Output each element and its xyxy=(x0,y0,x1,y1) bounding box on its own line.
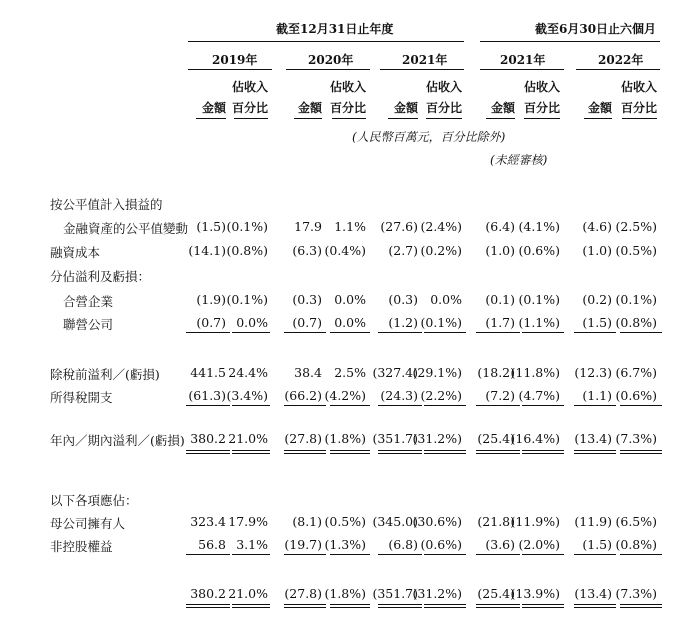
double-rule xyxy=(476,604,520,608)
group-title-interim: 截至6月30日止六個月 xyxy=(535,22,657,36)
row-label: 所得稅開支 xyxy=(50,390,113,405)
cell-value: (327.4) xyxy=(372,365,418,380)
cell-value: (30.6%) xyxy=(412,514,462,529)
year-header: 2022年 xyxy=(598,53,644,67)
col-pct-header-line1: 佔收入 xyxy=(523,80,560,94)
single-rule xyxy=(232,332,270,333)
double-rule xyxy=(232,604,270,608)
single-rule xyxy=(424,554,466,555)
double-rule xyxy=(186,450,230,454)
double-rule xyxy=(330,450,370,454)
year-header: 2020年 xyxy=(308,53,354,67)
cell-value: (1.2) xyxy=(388,315,418,330)
single-rule xyxy=(330,554,370,555)
cell-value: (3.6) xyxy=(485,537,515,552)
col-pct-header-line2: 百分比 xyxy=(425,101,462,115)
cell-value: (25.4) xyxy=(477,431,515,446)
double-rule xyxy=(424,450,466,454)
double-rule xyxy=(620,604,662,608)
double-rule xyxy=(284,604,326,608)
cell-value: (1.1) xyxy=(582,388,612,403)
cell-value: (11.9%) xyxy=(510,514,560,529)
single-rule xyxy=(476,332,520,333)
single-rule xyxy=(476,405,520,406)
cell-value: 0.0% xyxy=(236,315,268,330)
single-rule xyxy=(186,405,230,406)
row-label: 非控股權益 xyxy=(50,539,113,554)
subheader-underline xyxy=(332,118,366,119)
cell-value: (4.1%) xyxy=(518,219,560,234)
double-rule xyxy=(476,450,520,454)
year-rule xyxy=(286,69,370,70)
cell-value: (2.4%) xyxy=(420,219,462,234)
cell-value: (11.9) xyxy=(574,514,612,529)
cell-value: (19.7) xyxy=(284,537,322,552)
unaudited-note: (未經審核) xyxy=(490,153,548,167)
cell-value: (27.8) xyxy=(284,431,322,446)
row-label: 以下各項應佔： xyxy=(50,493,138,508)
single-rule xyxy=(284,332,326,333)
cell-value: (0.2%) xyxy=(420,243,462,258)
col-pct-header-line2: 百分比 xyxy=(523,101,560,115)
cell-value: (4.7%) xyxy=(518,388,560,403)
cell-value: 24.4% xyxy=(228,365,268,380)
single-rule xyxy=(574,332,616,333)
row-label: 除稅前溢利／(虧損) xyxy=(50,367,160,382)
cell-value: (0.1%) xyxy=(226,219,268,234)
cell-value: 21.0% xyxy=(228,431,268,446)
cell-value: (11.8%) xyxy=(510,365,560,380)
cell-value: (0.6%) xyxy=(518,243,560,258)
subheader-underline xyxy=(622,118,657,119)
row-label: 母公司擁有人 xyxy=(50,516,126,531)
cell-value: (7.2) xyxy=(485,388,515,403)
cell-value: 56.8 xyxy=(198,537,226,552)
subheader-underline xyxy=(584,118,612,119)
double-rule xyxy=(378,604,422,608)
cell-value: (351.7) xyxy=(372,431,418,446)
cell-value: 441.5 xyxy=(190,365,226,380)
group-rule-interim xyxy=(480,41,660,42)
cell-value: (31.2%) xyxy=(412,586,462,601)
single-rule xyxy=(574,405,616,406)
row-label: 聯營公司 xyxy=(63,317,114,332)
col-pct-header-line1: 佔收入 xyxy=(231,80,268,94)
col-amount-header: 金額 xyxy=(201,101,226,115)
cell-value: (21.8) xyxy=(477,514,515,529)
cell-value: (0.5%) xyxy=(615,243,657,258)
cell-value: (27.6) xyxy=(380,219,418,234)
subheader-underline xyxy=(486,118,515,119)
col-pct-header-line1: 佔收入 xyxy=(425,80,462,94)
cell-value: (2.2%) xyxy=(420,388,462,403)
single-rule xyxy=(574,554,616,555)
cell-value: (1.1%) xyxy=(518,315,560,330)
col-amount-header: 金額 xyxy=(587,101,612,115)
col-pct-header-line1: 佔收入 xyxy=(620,80,657,94)
cell-value: (14.1) xyxy=(188,243,226,258)
double-rule xyxy=(186,604,230,608)
cell-value: (4.2%) xyxy=(324,388,366,403)
cell-value: 21.0% xyxy=(228,586,268,601)
cell-value: (0.4%) xyxy=(324,243,366,258)
cell-value: (4.6) xyxy=(582,219,612,234)
cell-value: (6.7%) xyxy=(615,365,657,380)
cell-value: (16.4%) xyxy=(510,431,560,446)
double-rule xyxy=(522,450,564,454)
single-rule xyxy=(378,332,422,333)
cell-value: (0.5%) xyxy=(324,514,366,529)
cell-value: (0.1%) xyxy=(226,292,268,307)
row-label: 按公平值計入損益的 xyxy=(50,197,163,212)
cell-value: (61.3) xyxy=(188,388,226,403)
cell-value: (6.3) xyxy=(292,243,322,258)
year-header: 2021年 xyxy=(500,53,546,67)
single-rule xyxy=(620,332,662,333)
cell-value: (1.8%) xyxy=(324,431,366,446)
single-rule xyxy=(232,405,270,406)
cell-value: (1.0) xyxy=(485,243,515,258)
single-rule xyxy=(620,554,662,555)
cell-value: (351.7) xyxy=(372,586,418,601)
row-label: 融資成本 xyxy=(50,245,101,260)
single-rule xyxy=(232,554,270,555)
cell-value: 0.0% xyxy=(334,292,366,307)
cell-value: (0.7) xyxy=(292,315,322,330)
cell-value: (3.4%) xyxy=(226,388,268,403)
cell-value: (0.2) xyxy=(582,292,612,307)
year-rule xyxy=(380,69,464,70)
col-pct-header-line2: 百分比 xyxy=(620,101,657,115)
group-title-annual: 截至12月31日止年度 xyxy=(276,22,394,36)
cell-value: (0.1%) xyxy=(420,315,462,330)
cell-value: 380.2 xyxy=(190,431,226,446)
cell-value: (29.1%) xyxy=(412,365,462,380)
single-rule xyxy=(186,332,230,333)
cell-value: (0.8%) xyxy=(615,315,657,330)
cell-value: (8.1) xyxy=(292,514,322,529)
single-rule xyxy=(424,405,466,406)
col-amount-header: 金額 xyxy=(393,101,418,115)
row-label: 年內／期內溢利／(虧損) xyxy=(50,433,185,448)
single-rule xyxy=(378,405,422,406)
cell-value: (13.4) xyxy=(574,431,612,446)
cell-value: (0.1%) xyxy=(518,292,560,307)
subheader-underline xyxy=(426,118,462,119)
unit-note: (人民幣百萬元，百分比除外) xyxy=(352,130,506,144)
single-rule xyxy=(330,405,370,406)
cell-value: (18.2) xyxy=(477,365,515,380)
row-label: 金融資產的公平值變動 xyxy=(63,221,189,236)
cell-value: (1.5) xyxy=(196,219,226,234)
single-rule xyxy=(378,554,422,555)
year-header: 2021年 xyxy=(402,53,448,67)
cell-value: (1.3%) xyxy=(324,537,366,552)
cell-value: 380.2 xyxy=(190,586,226,601)
cell-value: (27.8) xyxy=(284,586,322,601)
subheader-underline xyxy=(524,118,560,119)
single-rule xyxy=(522,332,564,333)
group-rule-annual xyxy=(188,41,464,42)
cell-value: (0.3) xyxy=(388,292,418,307)
single-rule xyxy=(476,554,520,555)
cell-value: (1.9) xyxy=(196,292,226,307)
single-rule xyxy=(620,405,662,406)
cell-value: 0.0% xyxy=(430,292,462,307)
double-rule xyxy=(378,450,422,454)
cell-value: (0.1%) xyxy=(615,292,657,307)
single-rule xyxy=(522,554,564,555)
col-pct-header-line1: 佔收入 xyxy=(329,80,366,94)
double-rule xyxy=(620,450,662,454)
cell-value: (345.0) xyxy=(372,514,418,529)
cell-value: (2.7) xyxy=(388,243,418,258)
year-rule xyxy=(576,69,660,70)
year-rule xyxy=(480,69,564,70)
single-rule xyxy=(522,405,564,406)
cell-value: 2.5% xyxy=(334,365,366,380)
year-header: 2019年 xyxy=(212,53,258,67)
single-rule xyxy=(186,554,230,555)
cell-value: (0.7) xyxy=(196,315,226,330)
cell-value: (1.5) xyxy=(582,315,612,330)
cell-value: (6.8) xyxy=(388,537,418,552)
subheader-underline xyxy=(294,118,322,119)
cell-value: (2.0%) xyxy=(518,537,560,552)
cell-value: (1.7) xyxy=(485,315,515,330)
cell-value: (13.4) xyxy=(574,586,612,601)
year-rule xyxy=(188,69,272,70)
cell-value: (1.0) xyxy=(582,243,612,258)
subheader-underline xyxy=(388,118,418,119)
double-rule xyxy=(522,604,564,608)
double-rule xyxy=(574,604,616,608)
cell-value: 3.1% xyxy=(236,537,268,552)
cell-value: (7.3%) xyxy=(615,431,657,446)
single-rule xyxy=(424,332,466,333)
cell-value: 17.9 xyxy=(294,219,322,234)
subheader-underline xyxy=(196,118,226,119)
double-rule xyxy=(330,604,370,608)
cell-value: 0.0% xyxy=(334,315,366,330)
cell-value: (66.2) xyxy=(284,388,322,403)
row-label: 分佔溢利及虧損： xyxy=(50,269,151,284)
cell-value: (13.9%) xyxy=(510,586,560,601)
single-rule xyxy=(284,405,326,406)
col-amount-header: 金額 xyxy=(297,101,322,115)
col-amount-header: 金額 xyxy=(490,101,515,115)
cell-value: (12.3) xyxy=(574,365,612,380)
double-rule xyxy=(424,604,466,608)
col-pct-header-line2: 百分比 xyxy=(231,101,268,115)
cell-value: (1.8%) xyxy=(324,586,366,601)
double-rule xyxy=(574,450,616,454)
double-rule xyxy=(284,450,326,454)
cell-value: (31.2%) xyxy=(412,431,462,446)
cell-value: (0.1) xyxy=(485,292,515,307)
cell-value: 17.9% xyxy=(228,514,268,529)
cell-value: (6.4) xyxy=(485,219,515,234)
cell-value: 38.4 xyxy=(294,365,322,380)
single-rule xyxy=(330,332,370,333)
cell-value: (0.6%) xyxy=(420,537,462,552)
cell-value: (0.6%) xyxy=(615,388,657,403)
cell-value: (25.4) xyxy=(477,586,515,601)
cell-value: (6.5%) xyxy=(615,514,657,529)
single-rule xyxy=(284,554,326,555)
cell-value: (0.3) xyxy=(292,292,322,307)
double-rule xyxy=(232,450,270,454)
row-label: 合營企業 xyxy=(63,294,114,309)
col-pct-header-line2: 百分比 xyxy=(329,101,366,115)
cell-value: (1.5) xyxy=(582,537,612,552)
cell-value: 323.4 xyxy=(190,514,226,529)
cell-value: (2.5%) xyxy=(615,219,657,234)
cell-value: (7.3%) xyxy=(615,586,657,601)
subheader-underline xyxy=(234,118,268,119)
cell-value: 1.1% xyxy=(334,219,366,234)
cell-value: (24.3) xyxy=(380,388,418,403)
cell-value: (0.8%) xyxy=(615,537,657,552)
cell-value: (0.8%) xyxy=(226,243,268,258)
